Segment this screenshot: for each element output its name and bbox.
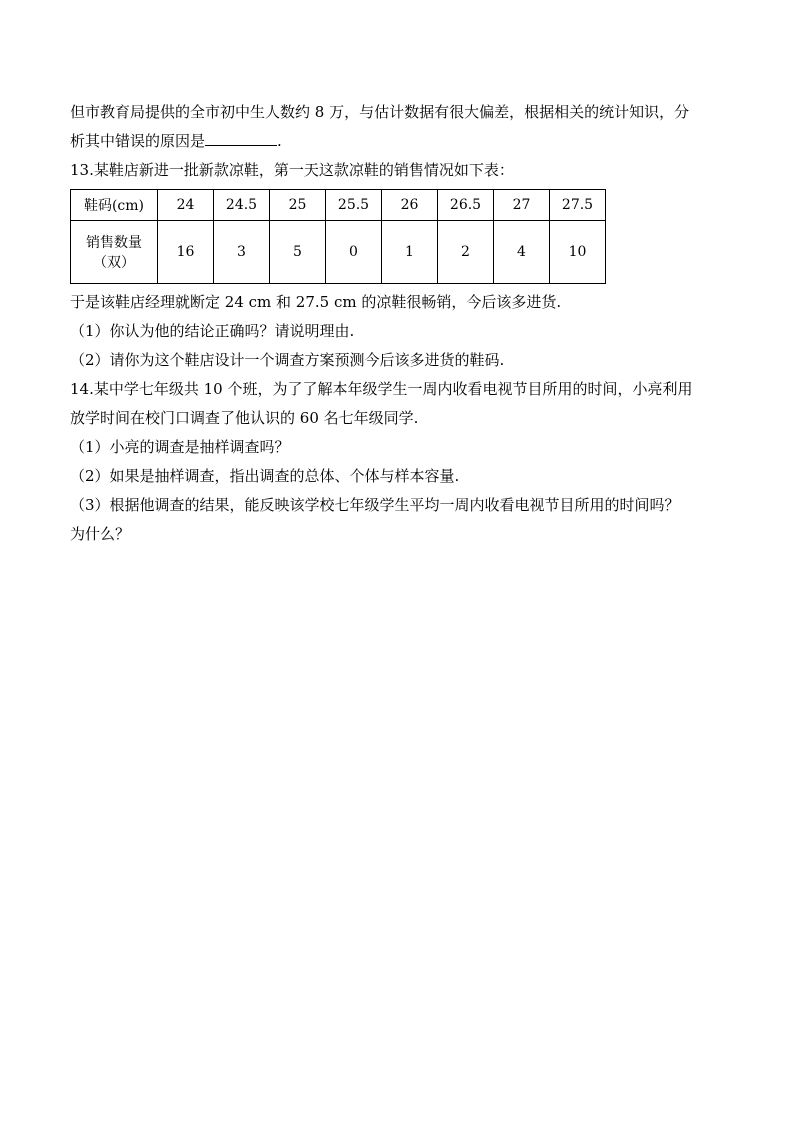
intro-line-2-end: . [277,132,282,150]
intro-line-2 [70,127,730,156]
table-header-count-line1: 销售数量 [86,235,142,251]
document-page [70,98,730,549]
table-header-count-line2: （双） [93,255,135,271]
size-cell: 25 [270,190,326,221]
table-header-count [71,221,158,284]
table-header-size: 鞋码(cm) [71,190,158,221]
q13-after: 于是该鞋店经理就断定 24 cm 和 27.5 cm 的凉鞋很畅销，今后该多进货. [70,293,562,311]
size-cell: 27.5 [550,190,606,221]
intro-line-2-text: 析其中错误的原因是 [70,132,206,150]
size-cell: 26.5 [438,190,494,221]
q13-sub-2: （2）请你为这个鞋店设计一个调查方案预测今后该多进货的鞋码. [70,351,505,369]
count-cell: 5 [270,221,326,284]
count-cell: 2 [438,221,494,284]
size-cell: 24 [158,190,214,221]
q14-sub-3-line-2: 为什么？ [70,525,131,543]
count-cell: 16 [158,221,214,284]
size-cell: 24.5 [214,190,270,221]
q13-stem: 13.某鞋店新进一批新款凉鞋，第一天这款凉鞋的销售情况如下表： [70,161,514,179]
answer-blank [205,129,277,146]
count-cell: 4 [494,221,550,284]
size-cell: 27 [494,190,550,221]
q14-sub-3-line-1: （3）根据他调查的结果，能反映该学校七年级学生平均一周内收看电视节目所用的时间吗？ [70,496,680,514]
q14-stem-line-2: 放学时间在校门口调查了他认识的 60 名七年级同学. [70,409,419,427]
size-cell: 25.5 [326,190,382,221]
count-cell: 3 [214,221,270,284]
count-cell: 10 [550,221,606,284]
table-row-sizes [71,190,606,221]
intro-line-1: 但市教育局提供的全市初中生人数约 8 万，与估计数据有很大偏差，根据相关的统计知识，分 [70,103,690,121]
q14-stem-line-1: 14.某中学七年级共 10 个班，为了了解本年级学生一周内收看电视节目所用的时间，小亮利用 [70,380,693,398]
size-cell: 26 [382,190,438,221]
q14-sub-1: （1）小亮的调查是抽样调查吗？ [70,438,290,456]
q14-sub-2: （2）如果是抽样调查，指出调查的总体、个体与样本容量. [70,467,460,485]
count-cell: 1 [382,221,438,284]
count-cell: 0 [326,221,382,284]
table-row-counts [71,221,606,284]
q13-sub-1: （1）你认为他的结论正确吗？请说明理由. [70,322,355,340]
shoe-sales-table [70,189,606,284]
